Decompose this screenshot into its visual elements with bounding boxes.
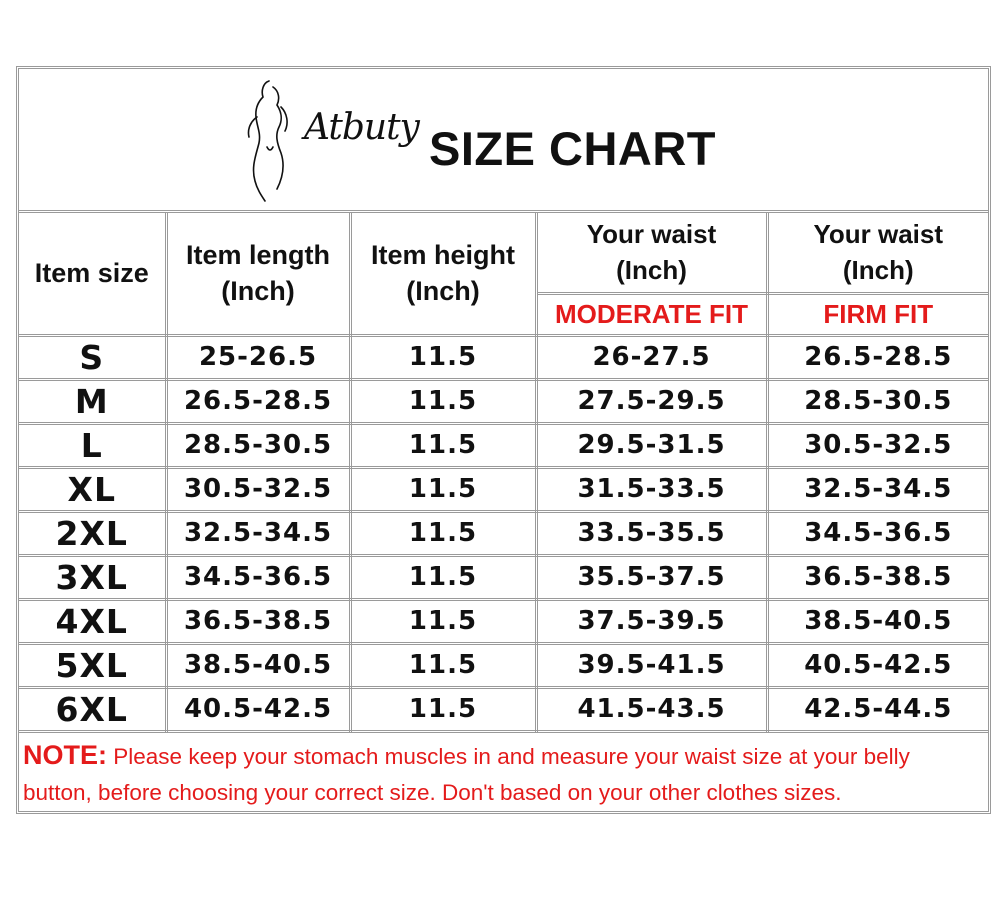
size-cell: 4XL: [19, 599, 166, 643]
moderate-fit-label: MODERATE FIT: [536, 293, 767, 335]
note-label: NOTE:: [23, 740, 107, 770]
firm-fit-cell: 38.5-40.5: [767, 599, 988, 643]
length-cell: 30.5-32.5: [166, 467, 350, 511]
firm-fit-cell: 34.5-36.5: [767, 511, 988, 555]
moderate-fit-cell: 29.5-31.5: [536, 423, 767, 467]
moderate-fit-cell: 35.5-37.5: [536, 555, 767, 599]
size-cell: 5XL: [19, 643, 166, 687]
table-row: [19, 335, 988, 379]
header-item-height-label: Item height: [370, 240, 515, 271]
moderate-fit-cell: 26-27.5: [536, 335, 767, 379]
moderate-fit-cell: 31.5-33.5: [536, 467, 767, 511]
moderate-fit-cell: 41.5-43.5: [536, 687, 767, 731]
length-cell: 32.5-34.5: [166, 511, 350, 555]
height-cell: 11.5: [350, 335, 536, 379]
size-table: [19, 213, 988, 733]
table-row: [19, 423, 988, 467]
firm-fit-label: FIRM FIT: [767, 293, 988, 335]
chart-title: SIZE CHART: [429, 122, 716, 175]
table-row: [19, 643, 988, 687]
height-cell: 11.5: [350, 467, 536, 511]
firm-fit-cell: 30.5-32.5: [767, 423, 988, 467]
length-cell: 36.5-38.5: [166, 599, 350, 643]
height-cell: 11.5: [350, 687, 536, 731]
moderate-fit-cell: 37.5-39.5: [536, 599, 767, 643]
header-item-length: [166, 213, 350, 335]
size-rows: [19, 335, 988, 731]
size-chart: [16, 66, 991, 814]
height-cell: 11.5: [350, 555, 536, 599]
table-row: [19, 379, 988, 423]
moderate-fit-cell: 27.5-29.5: [536, 379, 767, 423]
height-cell: 11.5: [350, 511, 536, 555]
header-item-height: [350, 213, 536, 335]
header-waist-firm: [767, 213, 988, 293]
header-waist-moderate-label: Your waist: [586, 219, 717, 250]
woman-silhouette-logo: [239, 77, 299, 203]
moderate-fit-cell: 39.5-41.5: [536, 643, 767, 687]
moderate-fit-cell: 33.5-35.5: [536, 511, 767, 555]
table-row: [19, 467, 988, 511]
firm-fit-cell: 26.5-28.5: [767, 335, 988, 379]
table-row: [19, 511, 988, 555]
table-row: [19, 555, 988, 599]
length-cell: 38.5-40.5: [166, 643, 350, 687]
length-cell: 34.5-36.5: [166, 555, 350, 599]
header-item-height-unit: (Inch): [406, 276, 480, 307]
size-cell: 2XL: [19, 511, 166, 555]
firm-fit-cell: 32.5-34.5: [767, 467, 988, 511]
brand-logo-text: Atbuty: [304, 107, 419, 148]
header-waist-firm-label: Your waist: [813, 219, 944, 250]
size-cell: 6XL: [19, 687, 166, 731]
header-item-length-label: Item length: [185, 240, 330, 271]
header-waist-firm-unit: (Inch): [842, 255, 914, 286]
firm-fit-cell: 40.5-42.5: [767, 643, 988, 687]
length-cell: 28.5-30.5: [166, 423, 350, 467]
length-cell: 25-26.5: [166, 335, 350, 379]
height-cell: 11.5: [350, 379, 536, 423]
height-cell: 11.5: [350, 599, 536, 643]
header-waist-moderate-unit: (Inch): [616, 255, 687, 286]
height-cell: 11.5: [350, 423, 536, 467]
chart-header: [19, 69, 988, 213]
table-row: [19, 599, 988, 643]
size-cell: M: [19, 379, 166, 423]
length-cell: 40.5-42.5: [166, 687, 350, 731]
note-section: [23, 737, 983, 811]
size-cell: XL: [19, 467, 166, 511]
table-row: [19, 687, 988, 731]
length-cell: 26.5-28.5: [166, 379, 350, 423]
firm-fit-cell: 42.5-44.5: [767, 687, 988, 731]
height-cell: 11.5: [350, 643, 536, 687]
size-cell: L: [19, 423, 166, 467]
size-cell: S: [19, 335, 166, 379]
firm-fit-cell: 28.5-30.5: [767, 379, 988, 423]
note-text: Please keep your stomach muscles in and measure your waist size at your belly button, before choosing your correct size. Don't based on your other clothes sizes.: [23, 744, 910, 805]
header-item-size: Item size: [19, 213, 166, 335]
firm-fit-cell: 36.5-38.5: [767, 555, 988, 599]
header-waist-moderate: [536, 213, 767, 293]
size-cell: 3XL: [19, 555, 166, 599]
header-item-length-unit: (Inch): [221, 276, 295, 307]
